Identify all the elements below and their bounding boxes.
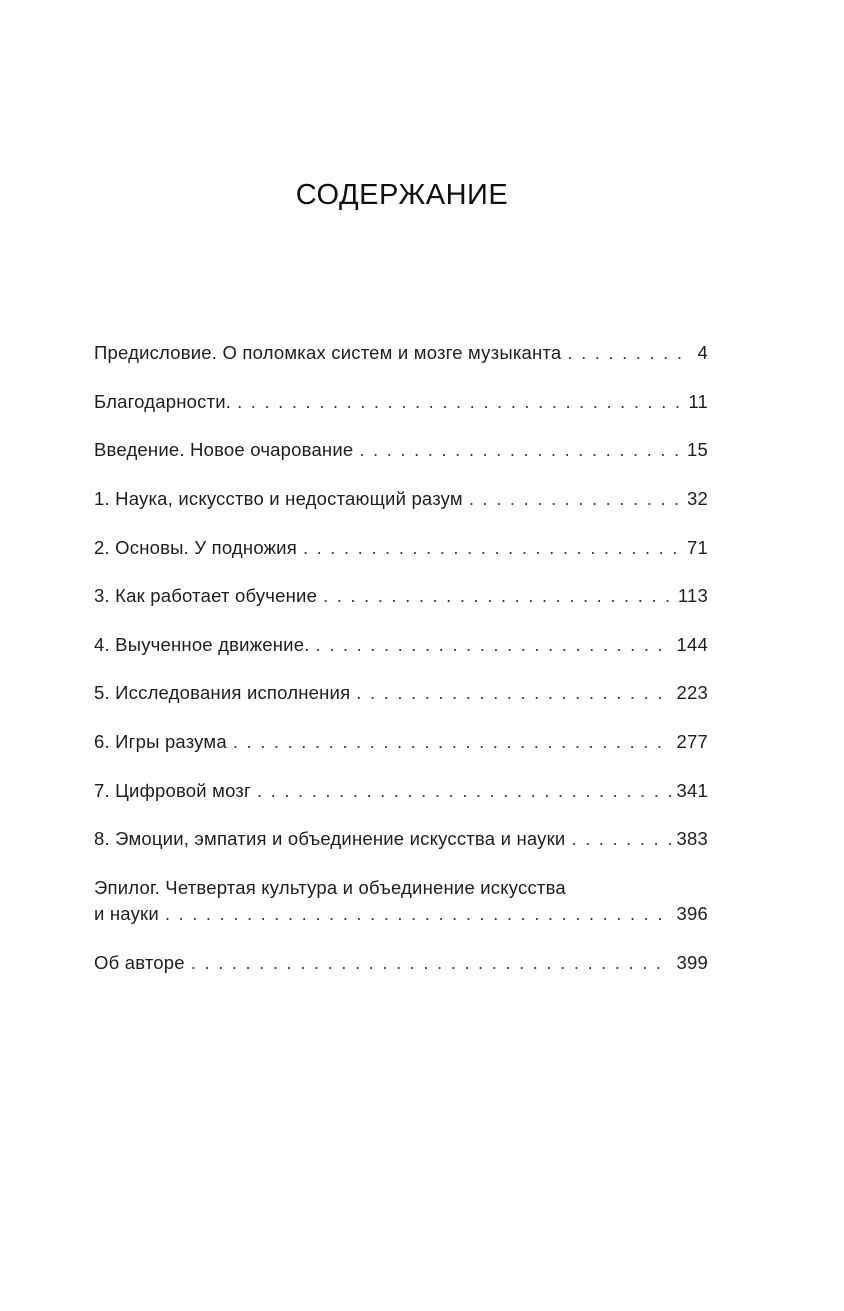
toc-entry-chapter-4 xyxy=(94,632,708,658)
leader-dots xyxy=(165,901,671,927)
toc-entry-title: 2. Основы. У подножия xyxy=(94,537,297,558)
toc-entry-epilogue xyxy=(94,875,708,927)
toc-entry-chapter-8 xyxy=(94,826,708,852)
toc-entry-title: 1. Наука, искусство и недостающий разум xyxy=(94,488,463,509)
toc-entry-page: 4 xyxy=(697,342,708,363)
toc-entry-title-line2: и науки xyxy=(94,903,159,924)
page-title: СОДЕРЖАНИЕ xyxy=(295,179,509,212)
toc-entry-title: 8. Эмоции, эмпатия и объединение искусства и науки xyxy=(94,828,566,849)
toc-entry-page: 32 xyxy=(687,488,708,509)
leader-dots xyxy=(359,437,681,463)
leader-dots xyxy=(233,729,671,755)
toc-entry-title-line1: Эпилог. Четвертая культура и объединение искусства xyxy=(94,877,566,898)
leader-dots xyxy=(237,389,682,415)
leader-dots xyxy=(257,778,671,804)
toc-entry-chapter-7 xyxy=(94,778,708,804)
toc-entry-page: 399 xyxy=(676,952,708,973)
toc-entry-chapter-3 xyxy=(94,583,708,609)
toc-entry-page: 223 xyxy=(676,682,708,703)
leader-dots xyxy=(303,535,681,561)
toc-entry-page: 396 xyxy=(676,903,708,924)
toc-entry-title: Об авторе xyxy=(94,952,185,973)
toc-entry-page: 341 xyxy=(676,780,708,801)
toc-entry-title: 7. Цифровой мозг xyxy=(94,780,251,801)
toc-entry-title: 6. Игры разума xyxy=(94,731,227,752)
toc-entry-introduction xyxy=(94,437,708,463)
toc-entry-chapter-6 xyxy=(94,729,708,755)
toc-entry-title: Предисловие. О поломках систем и мозге музыканта xyxy=(94,342,562,363)
leader-dots xyxy=(356,680,670,706)
leader-dots xyxy=(323,583,672,609)
toc-entry-chapter-2 xyxy=(94,535,708,561)
toc-entry-chapter-1 xyxy=(94,486,708,512)
toc-entry-page: 113 xyxy=(677,585,708,606)
leader-dots xyxy=(316,632,671,658)
leader-dots xyxy=(469,486,681,512)
leader-dots xyxy=(571,826,670,852)
toc-entry-page: 15 xyxy=(687,439,708,460)
toc-entry-page: 11 xyxy=(688,391,708,412)
toc-entry-title: Благодарности. xyxy=(94,391,232,412)
toc-entry-page: 144 xyxy=(676,634,708,655)
toc-entry-page: 277 xyxy=(676,731,708,752)
toc-entry-title: 3. Как работает обучение xyxy=(94,585,318,606)
toc-entry-chapter-5 xyxy=(94,680,708,706)
toc-entry-page: 71 xyxy=(687,537,708,558)
toc-entry-acknowledgements xyxy=(94,389,708,415)
toc-entry-page: 383 xyxy=(676,828,708,849)
toc-entry-title: 5. Исследования исполнения xyxy=(94,682,351,703)
toc-entry-title: Введение. Новое очарование xyxy=(94,439,354,460)
leader-dots xyxy=(191,950,671,976)
toc-entry-preface xyxy=(94,340,708,366)
leader-dots xyxy=(567,340,691,366)
toc-entry-about-author xyxy=(94,950,708,976)
toc-entry-title: 4. Выученное движение. xyxy=(94,634,310,655)
